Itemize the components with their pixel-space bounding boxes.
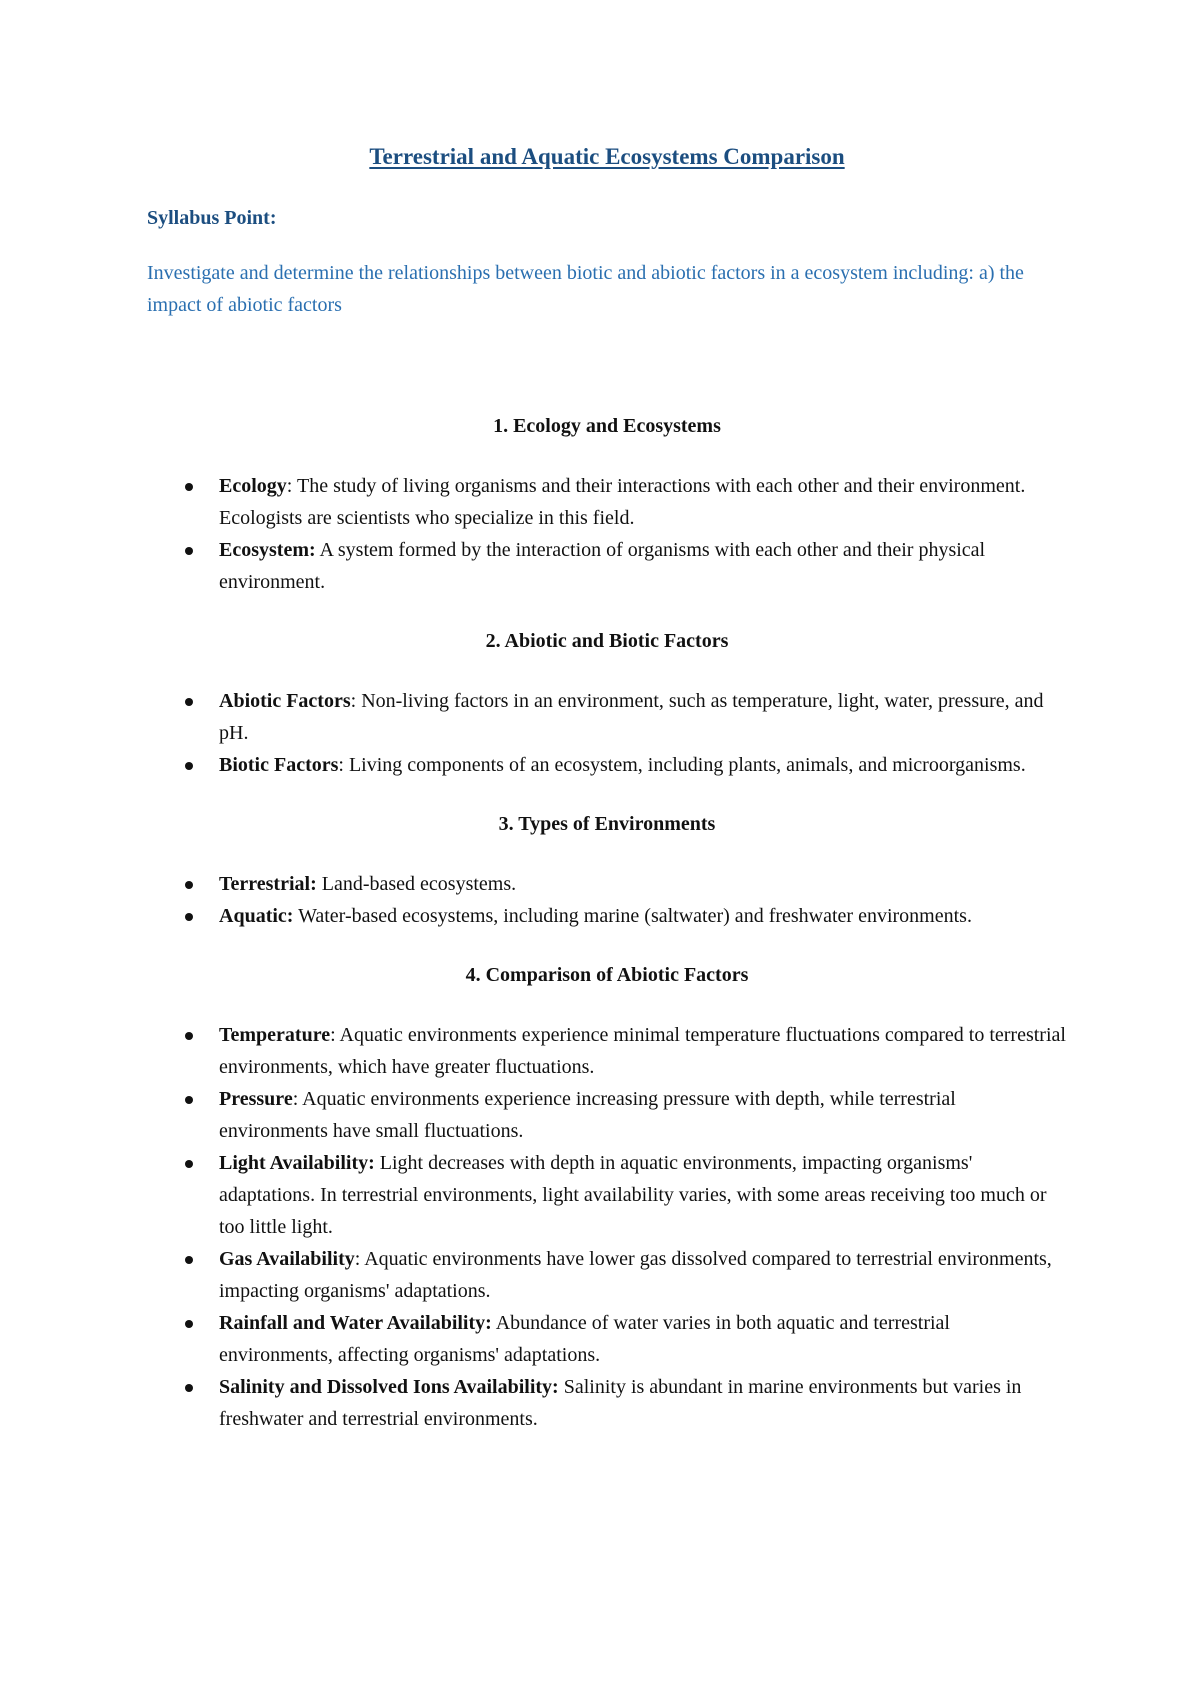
list-item — [147, 1147, 1067, 1243]
term-label: Abiotic Factors — [219, 690, 351, 712]
bullet-icon — [185, 1032, 193, 1040]
term-definition: Light decreases with depth in aquatic environments, impacting organisms' adaptations. In terrestrial environments, light availability varies, with some areas receiving too much or too little light. — [219, 1152, 1047, 1238]
list-item — [147, 470, 1067, 534]
section-comparison — [147, 962, 1067, 1435]
bullet-list — [147, 1019, 1067, 1435]
bullet-list — [147, 685, 1067, 781]
bullet-icon — [185, 913, 193, 921]
term-label: Rainfall and Water Availability: — [219, 1312, 492, 1334]
term-label: Terrestrial: — [219, 873, 317, 895]
bullet-icon — [185, 881, 193, 889]
term-definition: Water-based ecosystems, including marine (saltwater) and freshwater environments. — [293, 905, 972, 927]
list-item — [147, 534, 1067, 598]
bullet-list — [147, 470, 1067, 598]
term-definition: Land-based ecosystems. — [316, 873, 517, 895]
term-definition: : Aquatic environments experience increasing pressure with depth, while terrestrial environments have small fluctuations. — [219, 1088, 956, 1142]
bullet-icon — [185, 698, 193, 706]
section-heading: 1. Ecology and Ecosystems — [493, 415, 721, 437]
section-factors — [147, 628, 1067, 781]
list-item — [147, 1307, 1067, 1371]
term-definition: : Aquatic environments experience minimal temperature fluctuations compared to terrestrial environments, which have greater fluctuations. — [219, 1024, 1066, 1078]
term-definition: : The study of living organisms and their interactions with each other and their environment. Ecologists are scientists who specialize in this field. — [219, 475, 1026, 529]
bullet-icon — [185, 483, 193, 491]
document-body — [147, 143, 1067, 1435]
list-item — [147, 1083, 1067, 1147]
bullet-list — [147, 868, 1067, 932]
bullet-icon — [185, 1384, 193, 1392]
term-definition: : Living components of an ecosystem, including plants, animals, and microorganisms. — [338, 754, 1026, 776]
term-definition: Abundance of water varies in both aquatic and terrestrial environments, affecting organisms' adaptations. — [219, 1312, 950, 1366]
bullet-icon — [185, 762, 193, 770]
list-item — [147, 685, 1067, 749]
bullet-icon — [185, 1096, 193, 1104]
section-heading: 3. Types of Environments — [498, 813, 716, 835]
term-label: Ecosystem: — [219, 539, 316, 561]
term-label: Ecology — [219, 475, 287, 497]
term-label: Biotic Factors — [219, 754, 339, 776]
term-label: Gas Availability — [219, 1248, 355, 1270]
list-item — [147, 868, 1067, 900]
section-heading: 4. Comparison of Abiotic Factors — [465, 964, 749, 986]
syllabus-text: Investigate and determine the relationships between biotic and abiotic factors in a ecosystem including: a) the impact of abiotic factors — [147, 262, 1024, 316]
syllabus-label: Syllabus Point: — [147, 207, 277, 229]
term-definition: : Non-living factors in an environment, such as temperature, light, water, pressure, and pH. — [219, 690, 1044, 744]
term-label: Temperature — [219, 1024, 331, 1046]
list-item — [147, 749, 1067, 781]
list-item — [147, 1019, 1067, 1083]
bullet-icon — [185, 1256, 193, 1264]
bullet-icon — [185, 547, 193, 555]
list-item — [147, 900, 1067, 932]
term-label: Light Availability: — [219, 1152, 375, 1174]
section-heading: 2. Abiotic and Biotic Factors — [485, 630, 729, 652]
term-definition: A system formed by the interaction of organisms with each other and their physical environment. — [219, 539, 986, 593]
term-label: Salinity and Dissolved Ions Availability: — [219, 1376, 559, 1398]
list-item — [147, 1243, 1067, 1307]
term-definition: : Aquatic environments have lower gas dissolved compared to terrestrial environments, impacting organisms' adaptations. — [219, 1248, 1052, 1302]
term-label: Aquatic: — [219, 905, 294, 927]
term-label: Pressure — [219, 1088, 293, 1110]
term-definition: Salinity is abundant in marine environments but varies in freshwater and terrestrial environments. — [219, 1376, 1022, 1430]
document-title: Terrestrial and Aquatic Ecosystems Comparison — [369, 144, 845, 169]
section-ecology — [147, 413, 1067, 598]
list-item — [147, 1371, 1067, 1435]
section-environments — [147, 811, 1067, 932]
bullet-icon — [185, 1160, 193, 1168]
bullet-icon — [185, 1320, 193, 1328]
